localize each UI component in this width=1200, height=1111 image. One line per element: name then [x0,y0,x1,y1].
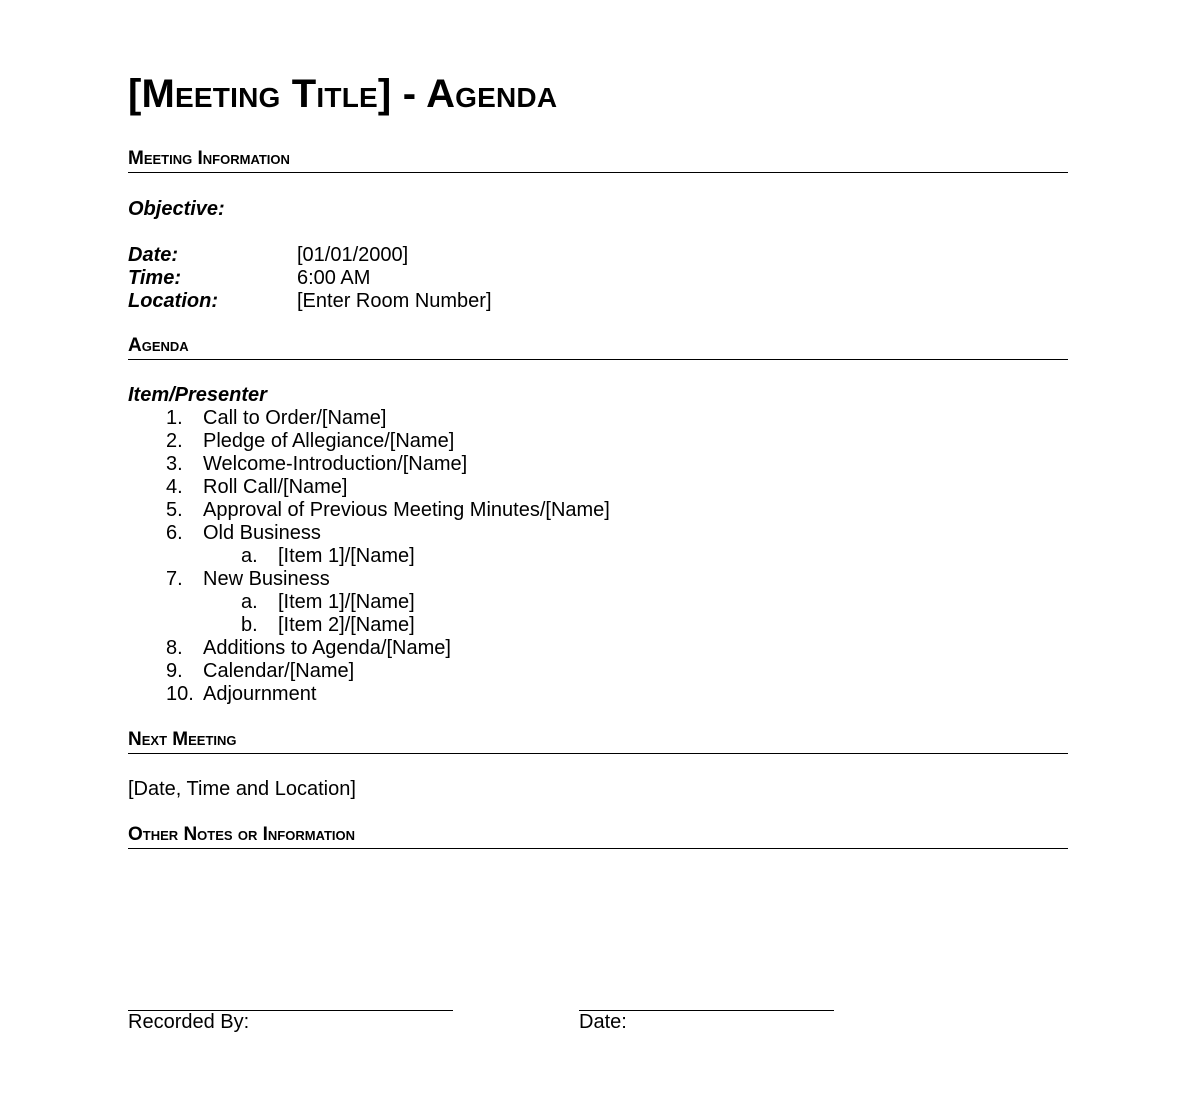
item-text: Welcome-Introduction/[Name] [203,453,468,475]
item-number: 7. [166,568,183,590]
item-letter: a. [241,545,258,567]
item-number: 3. [166,453,183,475]
item-text: Old Business [203,522,321,544]
item-text: [Item 1]/[Name] [278,591,415,613]
item-text: Roll Call/[Name] [203,476,348,498]
item-text: New Business [203,568,330,590]
item-text: [Item 1]/[Name] [278,545,415,567]
time-value: 6:00 AM [297,267,371,289]
item-text: Additions to Agenda/[Name] [203,637,451,659]
date-value: [01/01/2000] [297,244,409,266]
item-text: Pledge of Allegiance/[Name] [203,430,455,452]
section-heading: Agenda [128,335,189,356]
section-heading: Meeting Information [128,148,290,169]
agenda-items-heading: Item/Presenter [128,384,267,406]
item-number: 5. [166,499,183,521]
item-text: [Item 2]/[Name] [278,614,415,636]
item-text: Approval of Previous Meeting Minutes/[Name] [203,499,610,521]
section-meeting-information [128,148,1068,173]
signature-date-label: Date: [579,1011,627,1033]
item-text: Call to Order/[Name] [203,407,387,429]
section-other-notes [128,824,1068,849]
item-letter: a. [241,591,258,613]
item-number: 2. [166,430,183,452]
next-meeting-details: [Date, Time and Location] [128,778,356,800]
document-title: [Meeting Title] - Agenda [128,72,558,116]
item-number: 10. [166,683,194,705]
section-heading: Next Meeting [128,729,237,750]
time-label: Time: [128,267,181,289]
date-label: Date: [128,244,179,266]
section-next-meeting [128,729,1068,754]
section-heading: Other Notes or Information [128,824,356,845]
objective-label: Objective: [128,198,225,220]
location-label: Location: [128,290,218,312]
item-number: 1. [166,407,183,429]
recorded-by-label: Recorded By: [128,1011,250,1033]
item-number: 9. [166,660,183,682]
item-text: Adjournment [203,683,317,705]
location-value: [Enter Room Number] [297,290,492,312]
item-letter: b. [241,614,258,636]
section-agenda [128,335,1068,360]
item-number: 4. [166,476,183,498]
item-number: 8. [166,637,183,659]
item-text: Calendar/[Name] [203,660,355,682]
item-number: 6. [166,522,183,544]
